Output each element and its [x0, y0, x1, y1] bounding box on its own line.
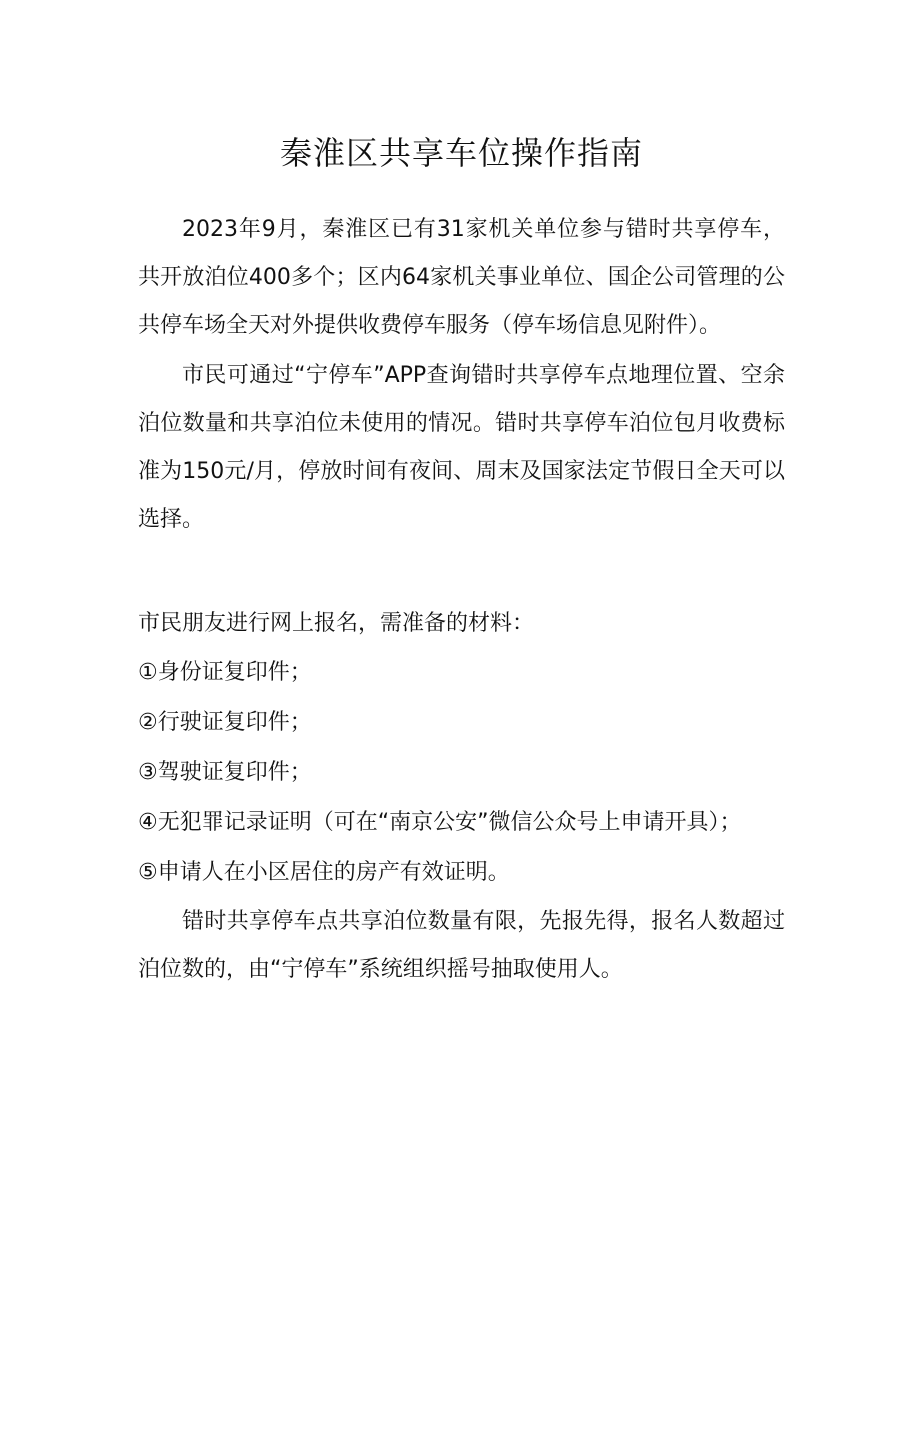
paragraph-closing: 错时共享停车点共享泊位数量有限，先报先得，报名人数超过泊位数的，由“宁停车”系统组织摇号抽取使用人。	[138, 909, 785, 982]
materials-item-id-card: ①身份证复印件；	[138, 660, 312, 685]
document-title: 秦淮区共享车位操作指南	[279, 134, 643, 172]
document-page	[0, 133, 920, 1434]
materials-item-property-proof: ⑤申请人在小区居住的房产有效证明。	[138, 860, 510, 885]
materials-intro: 市民朋友进行网上报名，需准备的材料：	[138, 611, 535, 636]
materials-item-driver-license: ③驾驶证复印件；	[138, 760, 312, 785]
materials-item-no-criminal-record: ④无犯罪记录证明（可在“南京公安”微信公众号上申请开具）；	[138, 810, 742, 835]
materials-list	[138, 648, 785, 898]
paragraph-app-and-fees: 市民可通过“宁停车”APP查询错时共享停车点地理位置、空余泊位数量和共享泊位未使用的情况。错时共享停车泊位包月收费标准为150元/月，停放时间有夜间、周末及国家法定节假日全天可以选择。	[138, 363, 785, 532]
materials-item-vehicle-license: ②行驶证复印件；	[138, 710, 312, 735]
paragraph-parking-overview: 2023年9月，秦淮区已有31家机关单位参与错时共享停车，共开放泊位400多个；区内64家机关事业单位、国企公司管理的公共停车场全天对外提供收费停车服务（停车场信息见附件）。	[138, 217, 785, 338]
